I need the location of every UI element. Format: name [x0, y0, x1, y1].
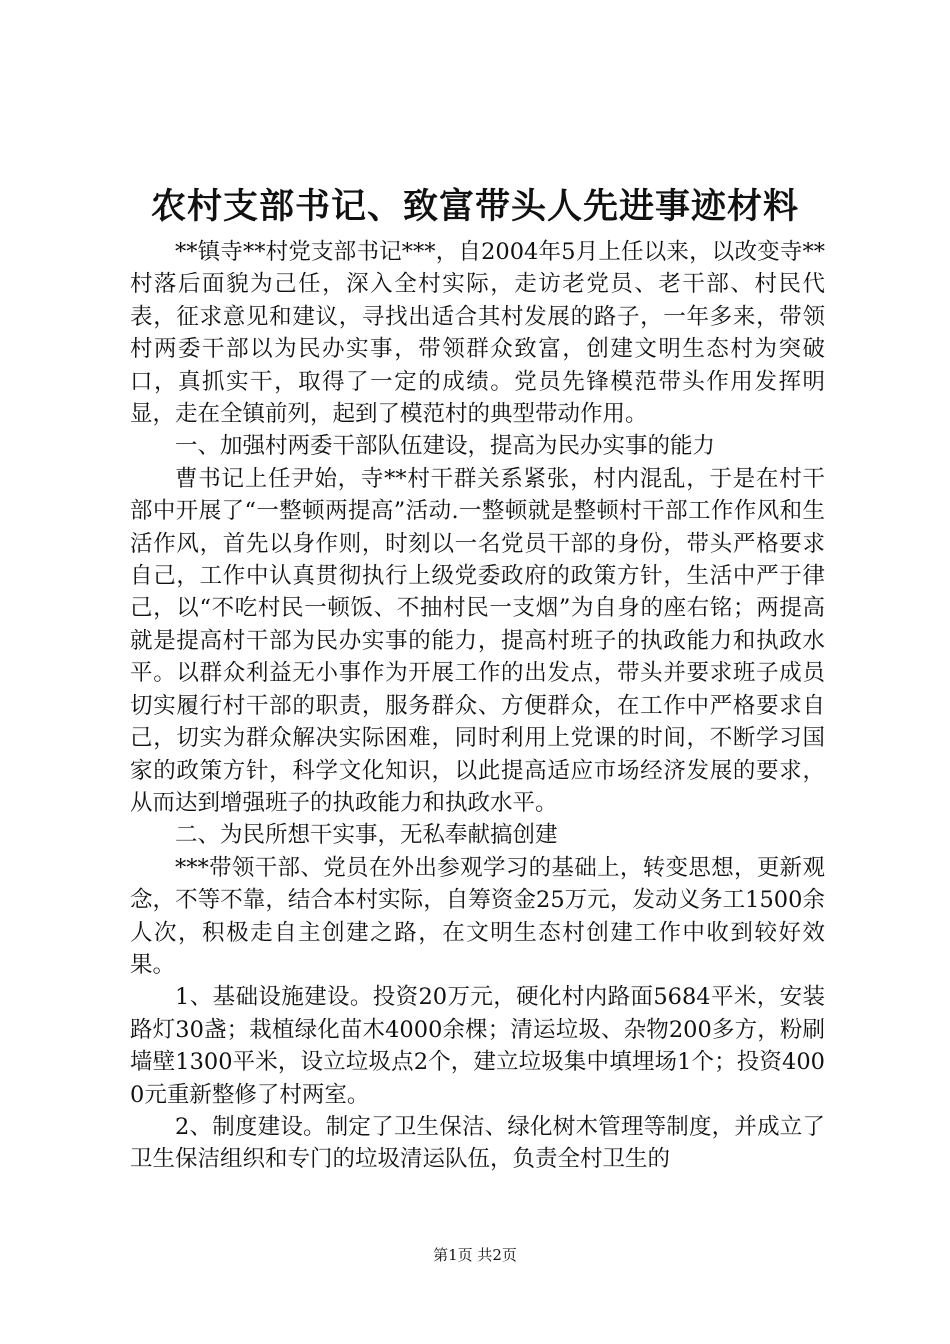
section-heading-2: 二、为民所想干实事，无私奉献搞创建	[175, 822, 558, 849]
page-number: 第1页 共2页	[433, 1246, 517, 1264]
document-body	[130, 236, 825, 1176]
paragraph-system-building: 2、制度建设。制定了卫生保洁、绿化树木管理等制度，并成立了卫生保洁组织和专门的垃圾清运队伍，负责全村卫生的	[130, 1113, 825, 1173]
paragraph-intro: **镇寺**村党支部书记***，自2004年5月上任以来，以改变寺**村落后面貌为己任，深入全村实际，走访老党员、老干部、村民代表，征求意见和建议，寻找出适合其村发展的路子，一年多来，带领村两委干部以为民办实事，带领群众致富，创建文明生态村为突破口，真抓实干，取得了一定的成绩。党员先锋模范带头作用发挥明显，走在全镇前列，起到了模范村的典型带动作用。	[130, 239, 825, 428]
paragraph-section-2: ***带领干部、党员在外出参观学习的基础上，转变思想，更新观念，不等不靠，结合本村实际，自筹资金25万元，发动义务工1500余人次，积极走自主创建之路，在文明生态村创建工作中收到较好效果。	[130, 854, 825, 978]
document-title: 农村支部书记、致富带头人先进事迹材料	[150, 186, 799, 227]
paragraph-section-1: 曹书记上任尹始，寺**村干群关系紧张，村内混乱，于是在村干部中开展了“一整顿两提高”活动.一整顿就是整顿村干部工作作风和生活作风，首先以身作则，时刻以一名党员干部的身份，带头严格要求自己，工作中认真贯彻执行上级党委政府的政策方针，生活中严于律己，以“不吃村民一顿饭、不抽村民一支烟”为自身的座右铭；两提高就是提高村干部为民办实事的能力，提高村班子的执政能力和执政水平。以群众利益无小事作为开展工作的出发点，带头并要求班子成员切实履行村干部的职责，服务群众、方便群众，在工作中严格要求自己，切实为群众解决实际困难，同时利用上党课的时间，不断学习国家的政策方针，科学文化知识，以此提高适应市场经济发展的要求，从而达到增强班子的执政能力和执政水平。	[130, 465, 825, 816]
section-heading-1: 一、加强村两委干部队伍建设，提高为民办实事的能力	[175, 433, 716, 460]
paragraph-infrastructure: 1、基础设施建设。投资20万元，硬化村内路面5684平米，安装路灯30盏；栽植绿化苗木4000余棵；清运垃圾、杂物200多方，粉刷墙壁1300平米，设立垃圾点2个，建立垃圾集中填埋场1个；投资4000元重新整修了村两室。	[130, 984, 825, 1108]
